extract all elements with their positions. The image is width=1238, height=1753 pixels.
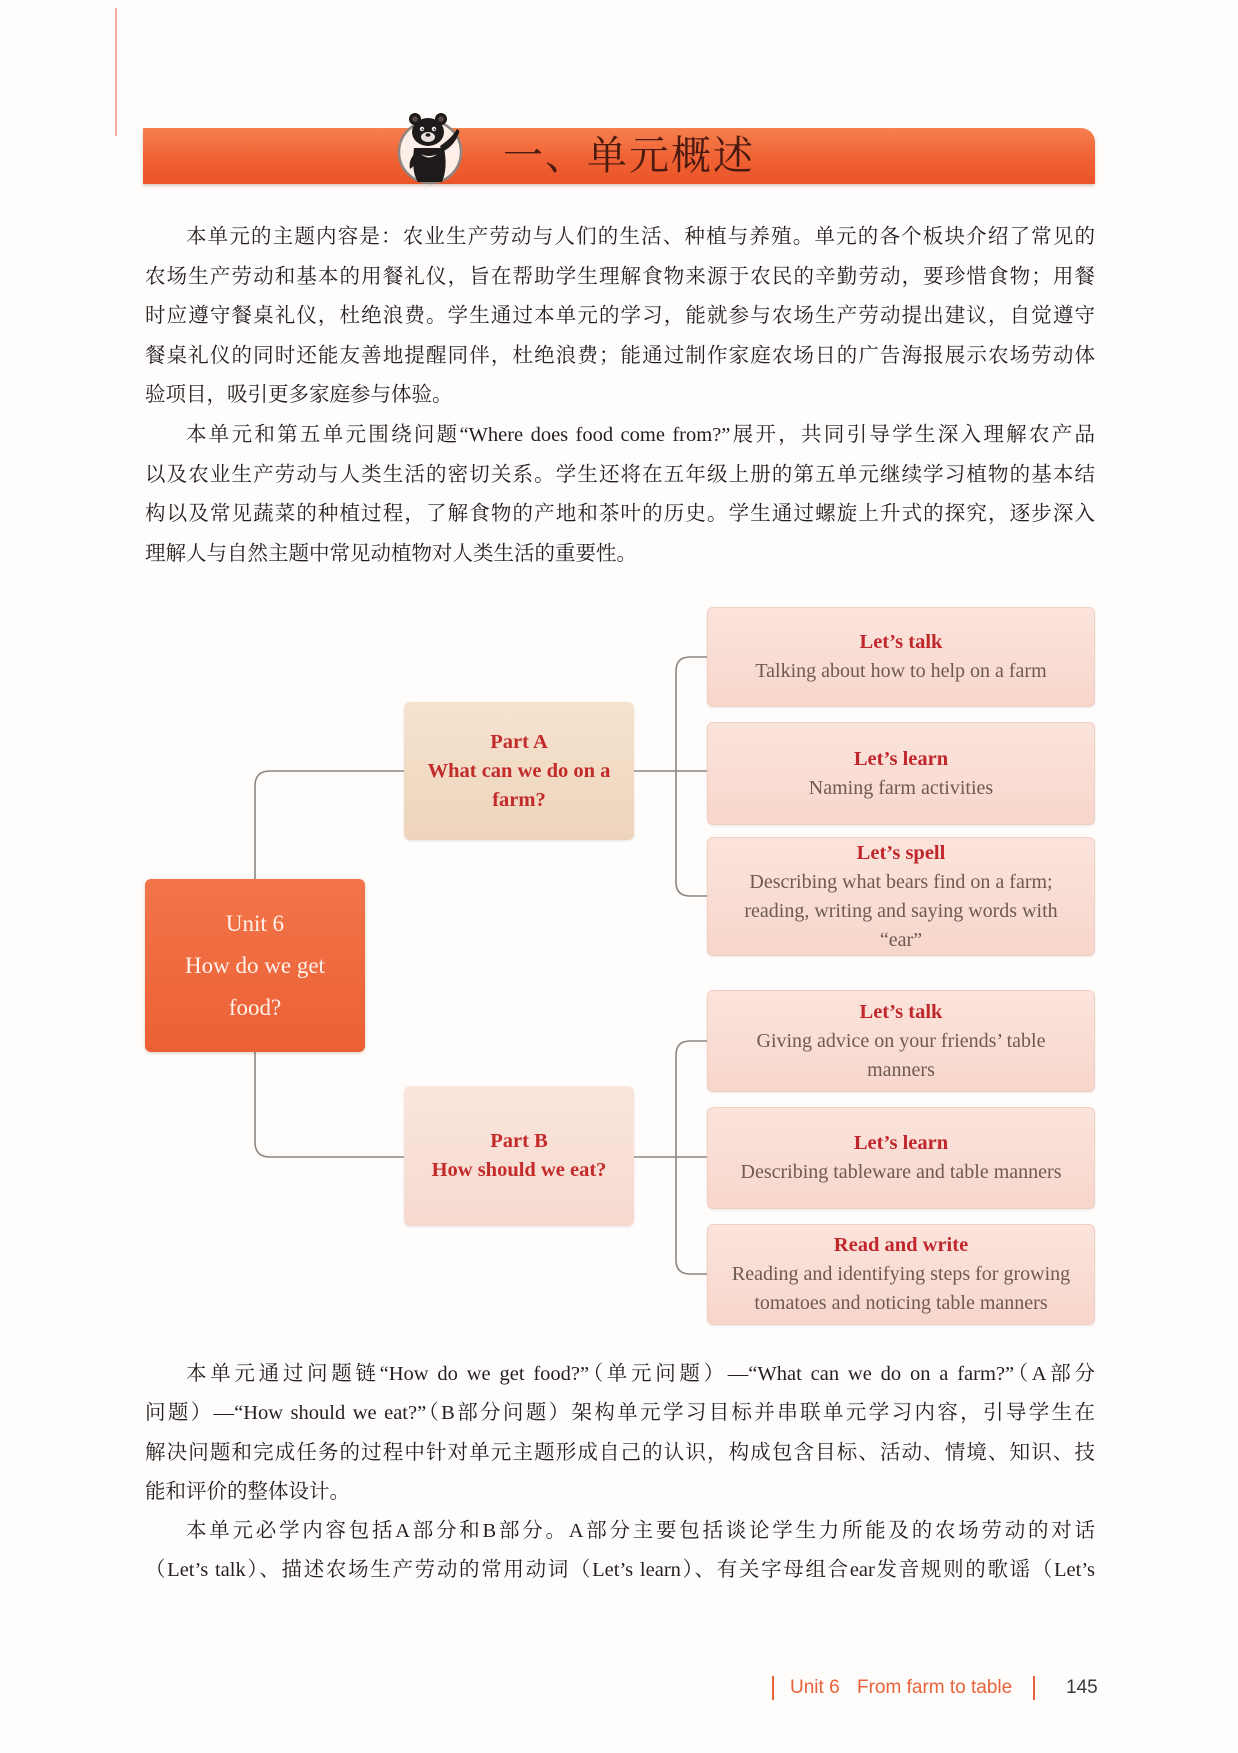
design-text: [145, 1355, 1095, 1591]
section-box-a-lets-spell: [707, 837, 1095, 956]
bracket-part-b: [676, 1041, 707, 1274]
paragraph-line: 本单元的主题内容是：农业生产劳动与人们的生活、种植与养殖。单元的各个板块介绍了常见的: [186, 226, 1095, 248]
unit-question: How do we get food?: [185, 952, 325, 1020]
section-box-a-lets-learn: [707, 722, 1095, 825]
part-question: How should we eat?: [431, 1159, 607, 1181]
page-number: 145: [1066, 1677, 1098, 1698]
part-question: What can we do on a farm?: [427, 759, 611, 811]
unit-label: Unit 6: [225, 910, 285, 936]
part-a-box: [404, 702, 634, 840]
section-box-b-lets-learn: [707, 1107, 1095, 1209]
section-title: Let’s talk: [859, 1000, 943, 1023]
section-description: Talking about how to help on a farm: [755, 660, 1047, 682]
paragraph-line: 问题）—“How should we eat?”（B部分问题）架构单元学习目标并串联单元学习内容，引导学生在: [145, 1402, 1095, 1425]
paragraph-line: 时应遵守餐桌礼仪，杜绝浪费。学生通过本单元的学习，能就参与农场生产劳动提出建议，自觉遵守: [145, 305, 1095, 328]
section-description: Describing tableware and table manners: [740, 1161, 1062, 1183]
section-box-b-read-and-write: [707, 1224, 1095, 1325]
page-edge-line: [115, 8, 117, 136]
paragraph-line: 解决问题和完成任务的过程中针对单元主题形成自己的认识，构成包含目标、活动、情境、知识、技: [145, 1441, 1095, 1464]
paragraph-line: 本单元和第五单元围绕问题“Where does food come from?”展开，共同引导学生深入理解农产品: [186, 423, 1095, 446]
connector-unit-to-part-b: [255, 1052, 404, 1157]
section-title: Let’s learn: [853, 747, 949, 770]
part-b-box: [404, 1086, 634, 1226]
connector-unit-to-part-a: [255, 771, 404, 879]
bear-mascot-icon: [388, 102, 468, 186]
paragraph-line: （Let’s talk）、描述农场生产劳动的常用动词（Let’s learn）、有关字母组合ear发音规则的歌谣（Let’s: [145, 1559, 1095, 1582]
paragraph-line: 餐桌礼仪的同时还能友善地提醒同伴，杜绝浪费；能通过制作家庭农场日的广告海报展示农场劳动体: [145, 344, 1095, 367]
bracket-part-a: [676, 657, 707, 896]
section-title: Let’s talk: [859, 631, 943, 653]
part-label: Part B: [490, 1130, 548, 1152]
section-title: Let’s spell: [856, 841, 946, 864]
section-box-a-lets-talk: [707, 607, 1095, 707]
paragraph-line: 理解人与自然主题中常见动植物对人类生活的重要性。: [145, 542, 637, 565]
paragraph-line: 验项目，吸引更多家庭参与体验。: [145, 384, 453, 407]
unit-box: [145, 879, 365, 1052]
section-description: Describing what bears find on a farm; reading, writing and saying words with “ear”: [744, 870, 1058, 951]
footer-divider: [1033, 1676, 1035, 1700]
paragraph-line: 能和评价的整体设计。: [145, 1480, 350, 1503]
paragraph-line: 以及农业生产劳动与人类生活的密切关系。学生还将在五年级上册的第五单元继续学习植物的基本结: [145, 463, 1095, 486]
paragraph-line: 农场生产劳动和基本的用餐礼仪，旨在帮助学生理解食物来源于农民的辛勤劳动，要珍惜食物；用餐: [145, 265, 1095, 288]
section-title: 一、单元概述: [503, 133, 755, 179]
paragraph-line: 本单元通过问题链“How do we get food?”（单元问题）—“What can we do on a farm?”（A部分: [186, 1363, 1095, 1385]
paragraph-line: 构以及常见蔬菜的种植过程，了解食物的产地和茶叶的历史。学生通过螺旋上升式的探究，逐步深入: [145, 503, 1095, 526]
section-title: Let’s learn: [853, 1132, 949, 1154]
footer-divider: [772, 1676, 774, 1700]
section-description: Naming farm activities: [808, 776, 994, 799]
paragraph-line: 本单元必学内容包括A部分和B部分。A部分主要包括谈论学生力所能及的农场劳动的对话: [186, 1520, 1095, 1543]
overview-text: [145, 218, 1095, 574]
part-label: Part A: [490, 730, 548, 753]
section-description: Reading and identifying steps for growing tomatoes and noticing table manners: [731, 1263, 1071, 1314]
section-box-b-lets-talk: [707, 990, 1095, 1092]
section-description: Giving advice on your friends’ table manners: [756, 1029, 1046, 1081]
footer-unit-title: From farm to table: [857, 1677, 1013, 1698]
section-title: Read and write: [833, 1234, 969, 1256]
footer-unit: Unit 6: [790, 1677, 840, 1698]
